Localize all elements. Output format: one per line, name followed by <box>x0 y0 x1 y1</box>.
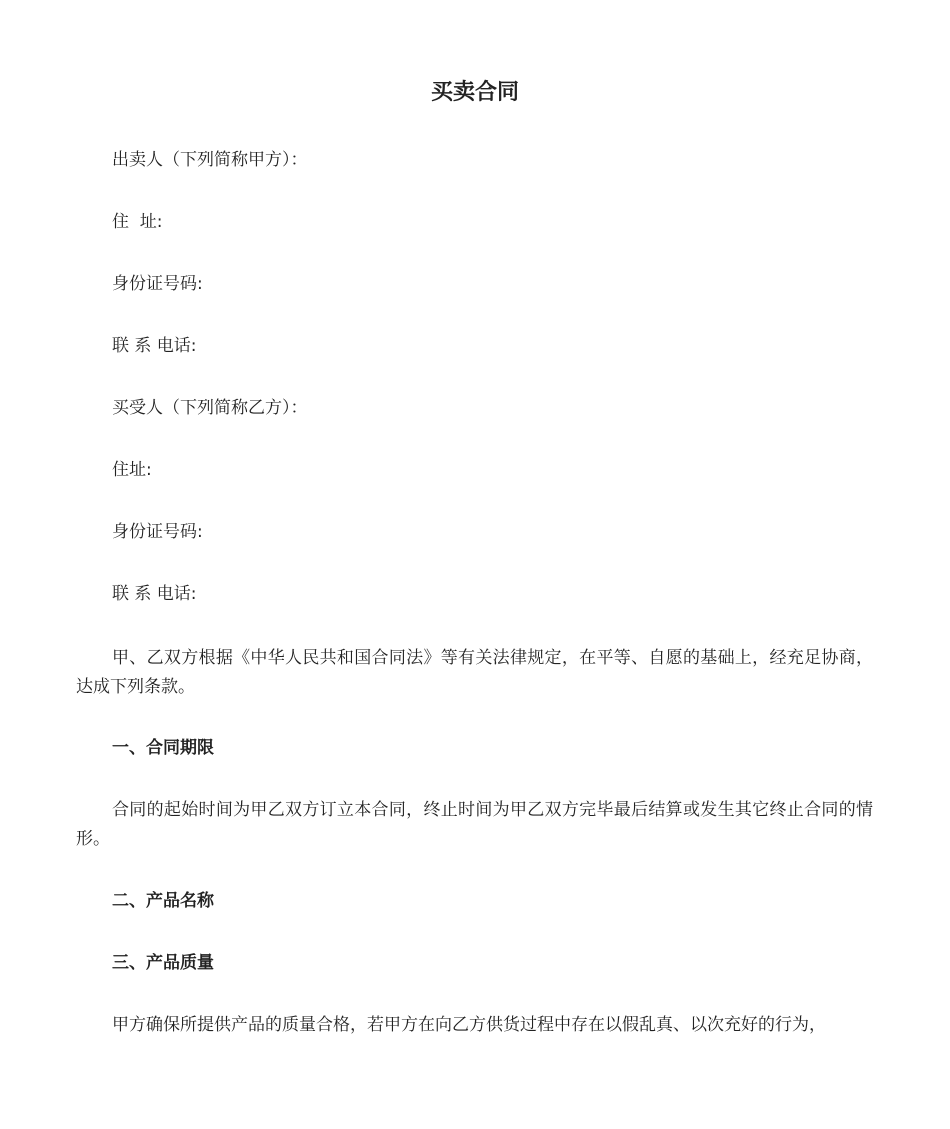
intro-paragraph: 甲、乙双方根据《中华人民共和国合同法》等有关法律规定，在平等、自愿的基础上，经充足协商，达成下列条款。 <box>76 648 873 697</box>
buyer-label: 买受人（下列简称乙方）： <box>112 398 308 418</box>
section1-paragraph: 合同的起始时间为甲乙双方订立本合同，终止时间为甲乙双方完毕最后结算或发生其它终止合同的情形。 <box>76 800 873 849</box>
seller-label: 出卖人（下列简称甲方）： <box>112 150 308 170</box>
buyer-phone-label: 联 系 电话: <box>112 584 197 604</box>
document-title: 买卖合同 <box>430 80 519 105</box>
section3-heading: 三、产品质量 <box>112 953 214 973</box>
section1-heading: 一、合同期限 <box>112 738 214 758</box>
seller-address-label: 住 址: <box>112 212 163 232</box>
buyer-address-label: 住址: <box>112 460 152 480</box>
section3-paragraph: 甲方确保所提供产品的质量合格，若甲方在向乙方供货过程中存在以假乱真、以次充好的行为， <box>112 1015 826 1035</box>
buyer-id-label: 身份证号码: <box>112 522 203 542</box>
seller-id-label: 身份证号码: <box>112 274 203 294</box>
section2-heading: 二、产品名称 <box>112 891 214 911</box>
seller-phone-label: 联 系 电话: <box>112 336 197 356</box>
